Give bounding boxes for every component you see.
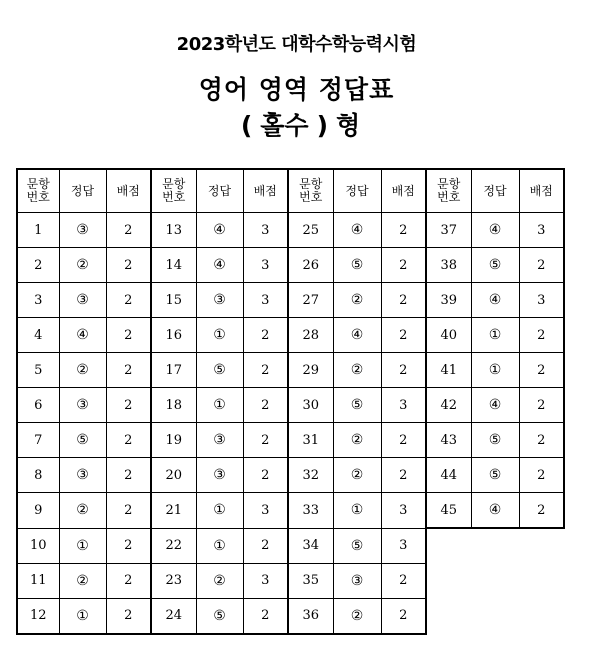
answer-cell: ① bbox=[196, 528, 243, 563]
header-question-number bbox=[151, 169, 196, 213]
points-cell: 2 bbox=[381, 213, 426, 248]
question-number-cell: 21 bbox=[151, 493, 196, 529]
table-row bbox=[17, 528, 564, 563]
points-cell: 3 bbox=[519, 213, 564, 248]
header-question-line1: 문항 bbox=[299, 177, 323, 191]
question-number-cell: 8 bbox=[17, 458, 59, 493]
question-number-cell: 30 bbox=[288, 388, 333, 423]
answer-cell: ② bbox=[59, 248, 106, 283]
question-number-cell: 6 bbox=[17, 388, 59, 423]
points-cell: 2 bbox=[519, 353, 564, 388]
header-question-line2: 번호 bbox=[299, 190, 323, 204]
question-number-cell: 39 bbox=[426, 283, 471, 318]
header-question-number bbox=[288, 169, 333, 213]
question-number-cell: 36 bbox=[288, 598, 333, 634]
header-question-line1: 문항 bbox=[437, 177, 461, 191]
answer-cell: ④ bbox=[471, 388, 519, 423]
points-cell: 2 bbox=[519, 493, 564, 529]
header-question-line2: 번호 bbox=[162, 190, 186, 204]
exam-title: 2023학년도 대학수학능력시험 bbox=[176, 34, 417, 55]
empty-cell bbox=[426, 563, 471, 598]
points-cell: 3 bbox=[243, 493, 288, 529]
question-number-cell: 29 bbox=[288, 353, 333, 388]
answer-table bbox=[16, 168, 565, 635]
empty-cell bbox=[519, 563, 564, 598]
question-number-cell: 20 bbox=[151, 458, 196, 493]
answer-cell: ② bbox=[59, 353, 106, 388]
type-suffix: 형 bbox=[336, 111, 361, 140]
answer-cell: ④ bbox=[333, 318, 381, 353]
answer-cell: ⑤ bbox=[59, 423, 106, 458]
answer-cell: ③ bbox=[59, 283, 106, 318]
question-number-cell: 45 bbox=[426, 493, 471, 529]
answer-cell: ⑤ bbox=[333, 388, 381, 423]
points-cell: 2 bbox=[106, 353, 151, 388]
question-number-cell: 12 bbox=[17, 598, 59, 634]
question-number-cell: 3 bbox=[17, 283, 59, 318]
points-cell: 2 bbox=[243, 388, 288, 423]
answer-cell: ① bbox=[471, 318, 519, 353]
points-cell: 2 bbox=[106, 458, 151, 493]
answer-table-body bbox=[17, 169, 564, 634]
points-cell: 2 bbox=[106, 388, 151, 423]
empty-cell bbox=[426, 528, 471, 563]
points-cell: 2 bbox=[106, 598, 151, 634]
answer-cell: ② bbox=[59, 493, 106, 529]
points-cell: 2 bbox=[243, 528, 288, 563]
points-cell: 2 bbox=[519, 248, 564, 283]
question-number-cell: 11 bbox=[17, 563, 59, 598]
answer-cell: ⑤ bbox=[471, 423, 519, 458]
points-cell: 3 bbox=[243, 248, 288, 283]
points-cell: 2 bbox=[243, 458, 288, 493]
question-number-cell: 35 bbox=[288, 563, 333, 598]
answer-cell: ① bbox=[333, 493, 381, 529]
points-cell: 2 bbox=[381, 563, 426, 598]
points-cell: 3 bbox=[243, 213, 288, 248]
points-cell: 2 bbox=[106, 423, 151, 458]
type-label: 홀수 bbox=[260, 111, 309, 140]
answer-cell: ① bbox=[196, 388, 243, 423]
answer-cell: ① bbox=[59, 528, 106, 563]
points-cell: 2 bbox=[381, 318, 426, 353]
header-answer: 정답 bbox=[59, 169, 106, 213]
question-number-cell: 28 bbox=[288, 318, 333, 353]
header-points: 배점 bbox=[243, 169, 288, 213]
answer-cell: ① bbox=[196, 493, 243, 529]
answer-cell: ④ bbox=[196, 213, 243, 248]
points-cell: 3 bbox=[243, 283, 288, 318]
header-answer: 정답 bbox=[196, 169, 243, 213]
points-cell: 2 bbox=[243, 318, 288, 353]
points-cell: 2 bbox=[106, 528, 151, 563]
points-cell: 3 bbox=[381, 493, 426, 529]
table-row bbox=[17, 213, 564, 248]
points-cell: 2 bbox=[381, 283, 426, 318]
test-type-line bbox=[0, 106, 593, 142]
answer-cell: ③ bbox=[333, 563, 381, 598]
table-row bbox=[17, 423, 564, 458]
question-number-cell: 9 bbox=[17, 493, 59, 529]
question-number-cell: 24 bbox=[151, 598, 196, 634]
answer-cell: ④ bbox=[196, 248, 243, 283]
answer-cell: ① bbox=[196, 318, 243, 353]
question-number-cell: 38 bbox=[426, 248, 471, 283]
points-cell: 2 bbox=[106, 248, 151, 283]
table-row bbox=[17, 388, 564, 423]
answer-cell: ④ bbox=[59, 318, 106, 353]
table-row bbox=[17, 563, 564, 598]
question-number-cell: 33 bbox=[288, 493, 333, 529]
question-number-cell: 2 bbox=[17, 248, 59, 283]
points-cell: 3 bbox=[519, 283, 564, 318]
answer-cell: ② bbox=[59, 563, 106, 598]
points-cell: 2 bbox=[106, 563, 151, 598]
question-number-cell: 19 bbox=[151, 423, 196, 458]
question-number-cell: 41 bbox=[426, 353, 471, 388]
points-cell: 2 bbox=[381, 248, 426, 283]
answer-cell: ⑤ bbox=[471, 248, 519, 283]
points-cell: 2 bbox=[243, 423, 288, 458]
question-number-cell: 1 bbox=[17, 213, 59, 248]
question-number-cell: 13 bbox=[151, 213, 196, 248]
empty-cell bbox=[519, 528, 564, 563]
points-cell: 2 bbox=[519, 423, 564, 458]
header-question-number bbox=[426, 169, 471, 213]
points-cell: 2 bbox=[106, 493, 151, 529]
question-number-cell: 42 bbox=[426, 388, 471, 423]
header-question-line1: 문항 bbox=[26, 177, 50, 191]
header-answer: 정답 bbox=[333, 169, 381, 213]
empty-cell bbox=[471, 563, 519, 598]
points-cell: 2 bbox=[381, 423, 426, 458]
question-number-cell: 40 bbox=[426, 318, 471, 353]
points-cell: 2 bbox=[381, 598, 426, 634]
answer-cell: ⑤ bbox=[471, 458, 519, 493]
question-number-cell: 23 bbox=[151, 563, 196, 598]
header-question-line2: 번호 bbox=[437, 190, 461, 204]
question-number-cell: 17 bbox=[151, 353, 196, 388]
answer-cell: ② bbox=[333, 598, 381, 634]
question-number-cell: 16 bbox=[151, 318, 196, 353]
points-cell: 2 bbox=[106, 283, 151, 318]
points-cell: 2 bbox=[519, 318, 564, 353]
table-row bbox=[17, 353, 564, 388]
question-number-cell: 7 bbox=[17, 423, 59, 458]
subject-title: 영어 영역 정답표 bbox=[198, 75, 395, 104]
answer-cell: ③ bbox=[196, 458, 243, 493]
question-number-cell: 44 bbox=[426, 458, 471, 493]
header-question-number bbox=[17, 169, 59, 213]
question-number-cell: 15 bbox=[151, 283, 196, 318]
answer-cell: ⑤ bbox=[333, 248, 381, 283]
header-points: 배점 bbox=[519, 169, 564, 213]
points-cell: 2 bbox=[243, 353, 288, 388]
points-cell: 2 bbox=[243, 598, 288, 634]
table-row bbox=[17, 283, 564, 318]
answer-cell: ② bbox=[333, 458, 381, 493]
answer-cell: ③ bbox=[196, 283, 243, 318]
type-paren-open: ( bbox=[240, 111, 253, 140]
question-number-cell: 10 bbox=[17, 528, 59, 563]
table-row bbox=[17, 598, 564, 634]
answer-cell: ② bbox=[333, 423, 381, 458]
question-number-cell: 27 bbox=[288, 283, 333, 318]
empty-cell bbox=[426, 598, 471, 634]
points-cell: 2 bbox=[106, 213, 151, 248]
question-number-cell: 43 bbox=[426, 423, 471, 458]
empty-cell bbox=[471, 528, 519, 563]
points-cell: 2 bbox=[106, 318, 151, 353]
question-number-cell: 14 bbox=[151, 248, 196, 283]
table-header-row bbox=[17, 169, 564, 213]
answer-cell: ④ bbox=[471, 493, 519, 529]
header-question-line1: 문항 bbox=[162, 177, 186, 191]
points-cell: 3 bbox=[243, 563, 288, 598]
answer-cell: ④ bbox=[333, 213, 381, 248]
answer-cell: ② bbox=[333, 353, 381, 388]
question-number-cell: 22 bbox=[151, 528, 196, 563]
question-number-cell: 32 bbox=[288, 458, 333, 493]
question-number-cell: 31 bbox=[288, 423, 333, 458]
answer-cell: ⑤ bbox=[196, 598, 243, 634]
empty-cell bbox=[471, 598, 519, 634]
table-row bbox=[17, 493, 564, 529]
question-number-cell: 37 bbox=[426, 213, 471, 248]
answer-cell: ④ bbox=[471, 283, 519, 318]
answer-cell: ⑤ bbox=[196, 353, 243, 388]
question-number-cell: 26 bbox=[288, 248, 333, 283]
answer-cell: ③ bbox=[59, 458, 106, 493]
points-cell: 2 bbox=[381, 458, 426, 493]
answer-cell: ② bbox=[196, 563, 243, 598]
question-number-cell: 34 bbox=[288, 528, 333, 563]
answer-cell: ④ bbox=[471, 213, 519, 248]
answer-cell: ③ bbox=[196, 423, 243, 458]
answer-cell: ③ bbox=[59, 388, 106, 423]
answer-cell: ③ bbox=[59, 213, 106, 248]
question-number-cell: 5 bbox=[17, 353, 59, 388]
points-cell: 3 bbox=[381, 528, 426, 563]
type-paren-close: ) bbox=[316, 111, 329, 140]
question-number-cell: 4 bbox=[17, 318, 59, 353]
answer-cell: ② bbox=[333, 283, 381, 318]
answer-cell: ① bbox=[471, 353, 519, 388]
table-row bbox=[17, 458, 564, 493]
empty-cell bbox=[519, 598, 564, 634]
points-cell: 2 bbox=[519, 458, 564, 493]
header-points: 배점 bbox=[381, 169, 426, 213]
question-number-cell: 18 bbox=[151, 388, 196, 423]
header-question-line2: 번호 bbox=[26, 190, 50, 204]
table-row bbox=[17, 318, 564, 353]
points-cell: 2 bbox=[519, 388, 564, 423]
question-number-cell: 25 bbox=[288, 213, 333, 248]
answer-cell: ⑤ bbox=[333, 528, 381, 563]
answer-cell: ① bbox=[59, 598, 106, 634]
header-points: 배점 bbox=[106, 169, 151, 213]
header-answer: 정답 bbox=[471, 169, 519, 213]
points-cell: 2 bbox=[381, 353, 426, 388]
points-cell: 3 bbox=[381, 388, 426, 423]
table-row bbox=[17, 248, 564, 283]
